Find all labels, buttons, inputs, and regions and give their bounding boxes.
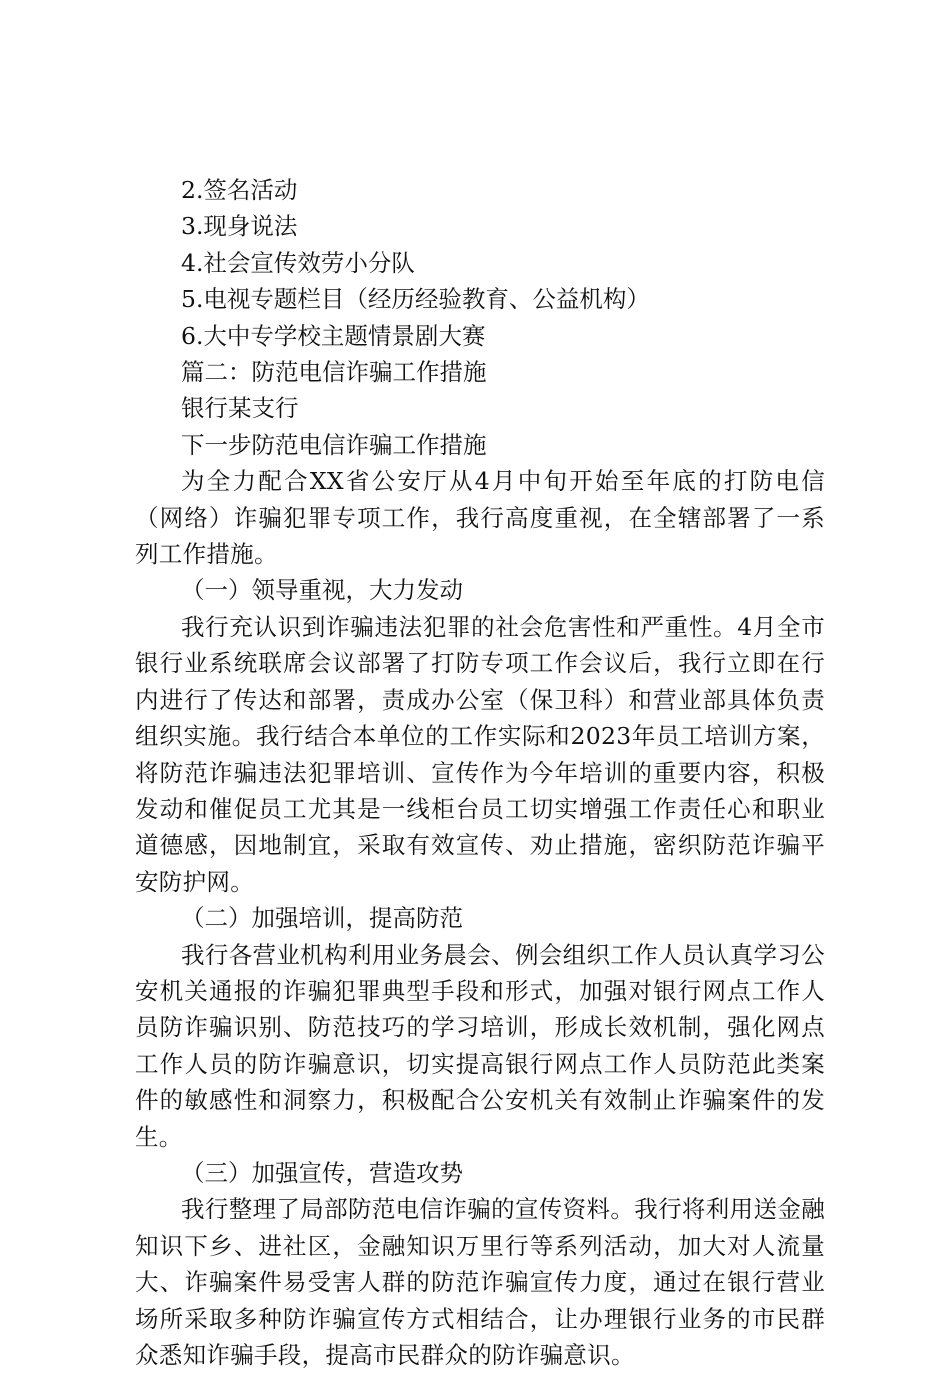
section-title: 篇二：防范电信诈骗工作措施 <box>181 358 487 387</box>
section-paragraph: 我行各营业机构利用业务晨会、例会组织工作人员认真学习公安机关通报的诈骗犯罪典型手段和形式，加强对银行网点工作人员防诈骗识别、防范技巧的学习培训，形成长效机制，强化网点工作人员的防诈骗意识，切实提高银行网点工作人员防范此类案件的敏感性和洞察力，积极配合公安机关有效制止诈骗案件的发生。 <box>135 940 825 1151</box>
org-name: 银行某支行 <box>181 394 299 423</box>
list-item: 4.社会宣传效劳小分队 <box>181 248 415 277</box>
list-item: 6.大中专学校主题情景剧大赛 <box>181 321 486 350</box>
section-heading: （一）领导重视，大力发动 <box>181 576 463 605</box>
section-heading: （三）加强宣传，营造攻势 <box>181 1158 463 1187</box>
document-title: 下一步防范电信诈骗工作措施 <box>181 430 487 459</box>
intro-paragraph: 为全力配合XX省公安厅从4月中旬开始至年底的打防电信（网络）诈骗犯罪专项工作，我行高度重视，在全辖部署了一系列工作措施。 <box>135 467 825 569</box>
list-item: 5.电视专题栏目（经历经验教育、公益机构） <box>181 285 650 314</box>
list-item: 2.签名活动 <box>181 176 298 204</box>
section-heading: （二）加强培训，提高防范 <box>181 904 463 933</box>
section-paragraph: 我行充认识到诈骗违法犯罪的社会危害性和严重性。4月全市银行业系统联席会议部署了打防专项工作会议后，我行立即在行内进行了传达和部署，责成办公室（保卫科）和营业部具体负责组织实施。我行结合本单位的工作实际和2023年员工培训方案，将防范诈骗违法犯罪培训、宣传作为今年培训的重要内容，积极发动和催促员工尤其是一线柜台员工切实增强工作责任心和职业道德感，因地制宜，采取有效宣传、劝止措施，密织防范诈骗平安防护网。 <box>135 612 825 896</box>
list-item: 3.现身说法 <box>181 212 298 241</box>
section-paragraph: 我行整理了局部防范电信诈骗的宣传资料。我行将利用送金融知识下乡、进社区，金融知识万里行等系列活动，加大对人流量大、诈骗案件易受害人群的防范诈骗宣传力度，通过在银行营业场所采取多种防诈骗宣传方式相结合，让办理银行业务的市民群众悉知诈骗手段，提高市民群众的防诈骗意识。 <box>135 1195 825 1369</box>
document-body <box>135 172 825 1373</box>
